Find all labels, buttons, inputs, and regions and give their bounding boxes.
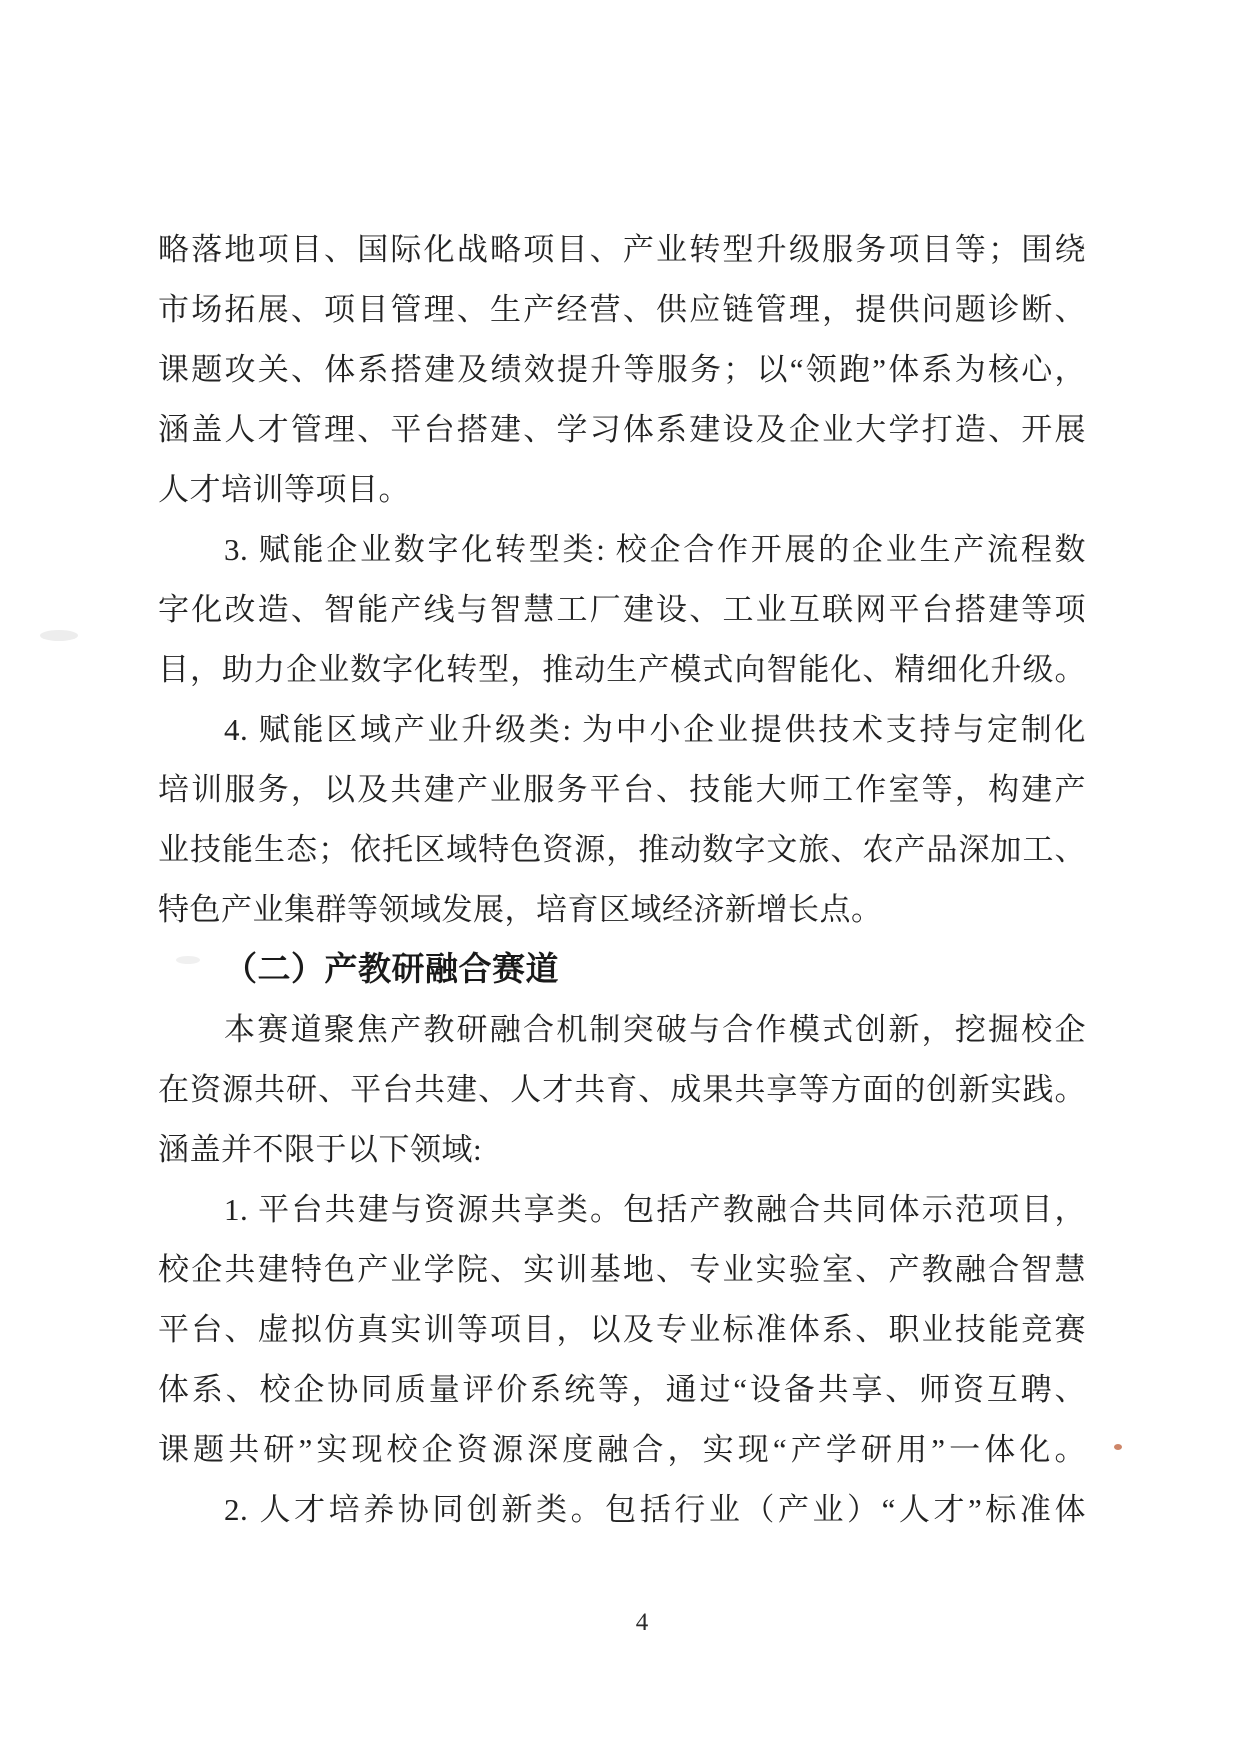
page-number: 4	[635, 1609, 649, 1636]
text-line: 课题攻关、体系搭建及绩效提升等服务；以“领跑”体系为核心，	[158, 352, 1086, 387]
text-line: 3. 赋能企业数字化转型类: 校企合作开展的企业生产流程数	[224, 532, 1086, 567]
text-line: 在资源共研、平台共建、人才共育、成果共享等方面的创新实践。	[158, 1072, 1086, 1107]
red-speck-artifact	[1114, 1444, 1122, 1450]
text-line: 目，助力企业数字化转型，推动生产模式向智能化、精细化升级。	[158, 652, 1086, 687]
text-line: 业技能生态；依托区域特色资源，推动数字文旅、农产品深加工、	[158, 832, 1086, 867]
text-line: 课题共研”实现校企资源深度融合，实现“产学研用”一体化。	[158, 1432, 1086, 1467]
text-line: 涵盖人才管理、平台搭建、学习体系建设及企业大学打造、开展	[158, 412, 1086, 447]
text-line: 人才培训等项目。	[158, 472, 410, 507]
text-line: 平台、虚拟仿真实训等项目，以及专业标准体系、职业技能竞赛	[158, 1312, 1086, 1347]
text-line: 2. 人才培养协同创新类。包括行业（产业）“人才”标准体	[224, 1492, 1086, 1527]
text-line: 涵盖并不限于以下领域:	[158, 1132, 483, 1167]
text-line: 特色产业集群等领域发展，培育区域经济新增长点。	[158, 892, 883, 927]
text-line: 略落地项目、国际化战略项目、产业转型升级服务项目等；围绕	[158, 232, 1086, 267]
text-line: 4. 赋能区域产业升级类: 为中小企业提供技术支持与定制化	[224, 712, 1086, 747]
document-body	[158, 220, 1086, 1540]
text-line: 1. 平台共建与资源共享类。包括产教融合共同体示范项目，	[224, 1192, 1086, 1227]
gray-smudge-artifact	[40, 630, 78, 641]
text-line: 体系、校企协同质量评价系统等，通过“设备共享、师资互聘、	[158, 1372, 1086, 1407]
text-line: 培训服务，以及共建产业服务平台、技能大师工作室等，构建产	[158, 772, 1086, 807]
text-line: 市场拓展、项目管理、生产经营、供应链管理，提供问题诊断、	[158, 292, 1086, 327]
text-line: 校企共建特色产业学院、实训基地、专业实验室、产教融合智慧	[158, 1252, 1086, 1287]
section-heading: （二）产教研融合赛道	[224, 952, 559, 988]
text-line: 字化改造、智能产线与智慧工厂建设、工业互联网平台搭建等项	[158, 592, 1086, 627]
text-line: 本赛道聚焦产教研融合机制突破与合作模式创新，挖掘校企	[224, 1012, 1086, 1047]
